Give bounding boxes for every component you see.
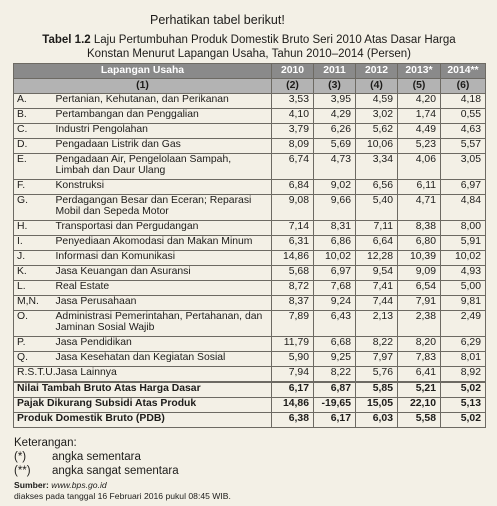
- table-row: [14, 154, 486, 180]
- gdp-growth-table: [13, 63, 486, 428]
- row-value: 8,01: [441, 352, 486, 367]
- row-value: 9,09: [398, 266, 441, 281]
- row-name: Konstruksi: [52, 180, 272, 195]
- subheader-cell: (3): [314, 79, 356, 94]
- row-value: 8,00: [441, 221, 486, 236]
- row-value: 9,54: [356, 266, 398, 281]
- row-value: 4,18: [441, 94, 486, 109]
- row-value: 4,59: [356, 94, 398, 109]
- total-name: Nilai Tambah Bruto Atas Harga Dasar: [14, 382, 272, 398]
- source: [14, 480, 231, 502]
- row-code: M,N.: [14, 296, 52, 311]
- row-code: B.: [14, 109, 52, 124]
- subheader-cell: (1): [14, 79, 272, 94]
- row-value: 6,43: [314, 311, 356, 337]
- row-value: 8,72: [272, 281, 314, 296]
- row-value: 8,09: [272, 139, 314, 154]
- row-value: 6,54: [398, 281, 441, 296]
- notes: [14, 436, 179, 478]
- row-code: K.: [14, 266, 52, 281]
- header-2013: 2013*: [398, 64, 441, 79]
- row-value: 8,92: [441, 367, 486, 383]
- total-name: Pajak Dikurang Subsidi Atas Produk: [14, 398, 272, 413]
- row-value: 7,11: [356, 221, 398, 236]
- row-value: 4,20: [398, 94, 441, 109]
- total-value: 15,05: [356, 398, 398, 413]
- row-code: D.: [14, 139, 52, 154]
- row-value: 10,39: [398, 251, 441, 266]
- row-value: 7,89: [272, 311, 314, 337]
- row-code: E.: [14, 154, 52, 180]
- row-name: Pertambangan dan Penggalian: [52, 109, 272, 124]
- row-value: 6,74: [272, 154, 314, 180]
- row-value: 8,31: [314, 221, 356, 236]
- total-value: 5,85: [356, 382, 398, 398]
- row-value: 6,29: [441, 337, 486, 352]
- source-label: Sumber:: [14, 480, 49, 490]
- table-caption: [14, 33, 484, 61]
- total-row: [14, 382, 486, 398]
- header-lapangan-usaha: Lapangan Usaha: [14, 64, 272, 79]
- row-value: 7,44: [356, 296, 398, 311]
- row-value: 4,71: [398, 195, 441, 221]
- row-value: 6,31: [272, 236, 314, 251]
- subheader-cell: (2): [272, 79, 314, 94]
- row-value: 5,69: [314, 139, 356, 154]
- row-value: 5,90: [272, 352, 314, 367]
- row-value: 4,63: [441, 124, 486, 139]
- total-value: 22,10: [398, 398, 441, 413]
- row-value: 8,22: [356, 337, 398, 352]
- row-name: Real Estate: [52, 281, 272, 296]
- row-value: 7,41: [356, 281, 398, 296]
- table-row: [14, 94, 486, 109]
- row-value: 6,97: [314, 266, 356, 281]
- row-value: 9,25: [314, 352, 356, 367]
- row-value: 5,91: [441, 236, 486, 251]
- subheader-cell: (5): [398, 79, 441, 94]
- total-name: Produk Domestik Bruto (PDB): [14, 413, 272, 428]
- row-value: 8,20: [398, 337, 441, 352]
- row-code: J.: [14, 251, 52, 266]
- row-value: 3,05: [441, 154, 486, 180]
- row-name: Industri Pengolahan: [52, 124, 272, 139]
- row-name: Penyediaan Akomodasi dan Makan Minum: [52, 236, 272, 251]
- row-value: 7,68: [314, 281, 356, 296]
- row-code: L.: [14, 281, 52, 296]
- row-value: 10,06: [356, 139, 398, 154]
- total-value: 6,17: [314, 413, 356, 428]
- row-value: 5,23: [398, 139, 441, 154]
- row-value: 6,68: [314, 337, 356, 352]
- row-name: Jasa Kesehatan dan Kegiatan Sosial: [52, 352, 272, 367]
- row-value: 14,86: [272, 251, 314, 266]
- row-value: 6,64: [356, 236, 398, 251]
- note-item: [14, 464, 179, 478]
- row-value: 2,49: [441, 311, 486, 337]
- row-value: 5,68: [272, 266, 314, 281]
- row-name: Perdagangan Besar dan Eceran; Reparasi Mobil dan Sepeda Motor: [52, 195, 272, 221]
- total-value: 5,21: [398, 382, 441, 398]
- total-value: 6,17: [272, 382, 314, 398]
- total-row: [14, 413, 486, 428]
- row-value: 4,06: [398, 154, 441, 180]
- row-value: 9,08: [272, 195, 314, 221]
- row-code: F.: [14, 180, 52, 195]
- row-value: 7,83: [398, 352, 441, 367]
- row-value: 5,76: [356, 367, 398, 383]
- caption-label: Tabel 1.2: [42, 34, 91, 46]
- row-value: 8,38: [398, 221, 441, 236]
- table-row: [14, 296, 486, 311]
- row-value: 3,95: [314, 94, 356, 109]
- row-value: 5,00: [441, 281, 486, 296]
- row-name: Jasa Lainnya: [52, 367, 272, 383]
- note-mark: (*): [14, 451, 27, 463]
- row-value: 1,74: [398, 109, 441, 124]
- row-name: Pengadaan Air, Pengelolaan Sampah, Limbah dan Daur Ulang: [52, 154, 272, 180]
- row-value: 3,34: [356, 154, 398, 180]
- row-value: 5,62: [356, 124, 398, 139]
- row-code: R.S.T.U.: [14, 367, 52, 383]
- table-row: [14, 266, 486, 281]
- row-code: A.: [14, 94, 52, 109]
- total-value: 6,03: [356, 413, 398, 428]
- row-value: 6,41: [398, 367, 441, 383]
- table-row: [14, 337, 486, 352]
- total-value: 6,38: [272, 413, 314, 428]
- table-row: [14, 236, 486, 251]
- row-name: Jasa Keuangan dan Asuransi: [52, 266, 272, 281]
- row-value: 6,84: [272, 180, 314, 195]
- row-name: Pertanian, Kehutanan, dan Perikanan: [52, 94, 272, 109]
- header-2012: 2012: [356, 64, 398, 79]
- caption-line1: Laju Pertumbuhan Produk Domestik Bruto Seri 2010 Atas Dasar Harga: [93, 34, 456, 46]
- note-item: [14, 450, 179, 464]
- row-name: Jasa Pendidikan: [52, 337, 272, 352]
- row-value: 0,55: [441, 109, 486, 124]
- row-value: 4,84: [441, 195, 486, 221]
- total-value: 5,02: [441, 413, 486, 428]
- row-value: 9,24: [314, 296, 356, 311]
- row-value: 6,56: [356, 180, 398, 195]
- table-row: [14, 180, 486, 195]
- row-value: 4,10: [272, 109, 314, 124]
- row-value: 9,66: [314, 195, 356, 221]
- row-value: 6,80: [398, 236, 441, 251]
- row-value: 4,93: [441, 266, 486, 281]
- row-value: 3,79: [272, 124, 314, 139]
- caption-line2: Konstan Menurut Lapangan Usaha, Tahun 2010–2014 (Persen): [87, 48, 411, 60]
- header-2010: 2010: [272, 64, 314, 79]
- total-value: 5,13: [441, 398, 486, 413]
- row-value: 3,02: [356, 109, 398, 124]
- total-value: -19,65: [314, 398, 356, 413]
- table-row: [14, 367, 486, 383]
- table-row: [14, 124, 486, 139]
- total-value: 5,58: [398, 413, 441, 428]
- row-name: Informasi dan Komunikasi: [52, 251, 272, 266]
- row-value: 4,29: [314, 109, 356, 124]
- row-value: 5,57: [441, 139, 486, 154]
- header-2011: 2011: [314, 64, 356, 79]
- total-value: 14,86: [272, 398, 314, 413]
- row-code: O.: [14, 311, 52, 337]
- source-accessed: diakses pada tanggal 16 Februari 2016 pukul 08:45 WIB.: [14, 491, 231, 501]
- subheader-cell: (6): [441, 79, 486, 94]
- source-url: www.bps.go.id: [51, 480, 107, 490]
- table-row: [14, 251, 486, 266]
- table-row: [14, 352, 486, 367]
- table-row: [14, 311, 486, 337]
- row-name: Administrasi Pemerintahan, Pertahanan, dan Jaminan Sosial Wajib: [52, 311, 272, 337]
- table-row: [14, 109, 486, 124]
- row-code: H.: [14, 221, 52, 236]
- row-value: 2,13: [356, 311, 398, 337]
- row-name: Jasa Perusahaan: [52, 296, 272, 311]
- note-text: angka sementara: [52, 451, 141, 463]
- row-value: 10,02: [441, 251, 486, 266]
- row-value: 6,86: [314, 236, 356, 251]
- total-value: 5,02: [441, 382, 486, 398]
- row-value: 7,97: [356, 352, 398, 367]
- row-code: G.: [14, 195, 52, 221]
- note-text: angka sangat sementara: [52, 465, 179, 477]
- note-mark: (**): [14, 465, 31, 477]
- row-value: 2,38: [398, 311, 441, 337]
- row-value: 8,37: [272, 296, 314, 311]
- row-value: 3,53: [272, 94, 314, 109]
- subheader-cell: (4): [356, 79, 398, 94]
- row-code: P.: [14, 337, 52, 352]
- row-value: 6,26: [314, 124, 356, 139]
- table-row: [14, 281, 486, 296]
- intro-text: Perhatikan tabel berikut!: [150, 13, 285, 27]
- row-value: 7,94: [272, 367, 314, 383]
- row-code: I.: [14, 236, 52, 251]
- row-value: 11,79: [272, 337, 314, 352]
- row-value: 5,40: [356, 195, 398, 221]
- row-value: 6,97: [441, 180, 486, 195]
- table-row: [14, 221, 486, 236]
- row-name: Pengadaan Listrik dan Gas: [52, 139, 272, 154]
- row-value: 7,14: [272, 221, 314, 236]
- row-value: 4,49: [398, 124, 441, 139]
- row-value: 12,28: [356, 251, 398, 266]
- total-row: [14, 398, 486, 413]
- row-value: 9,02: [314, 180, 356, 195]
- table-row: [14, 195, 486, 221]
- row-code: Q.: [14, 352, 52, 367]
- row-name: Transportasi dan Pergudangan: [52, 221, 272, 236]
- row-value: 7,91: [398, 296, 441, 311]
- notes-title: Keterangan:: [14, 437, 77, 449]
- table-row: [14, 139, 486, 154]
- header-2014: 2014**: [441, 64, 486, 79]
- total-value: 6,87: [314, 382, 356, 398]
- header-row: [14, 64, 486, 79]
- row-value: 8,22: [314, 367, 356, 383]
- subheader-row: [14, 79, 486, 94]
- row-value: 10,02: [314, 251, 356, 266]
- row-code: C.: [14, 124, 52, 139]
- row-value: 4,73: [314, 154, 356, 180]
- row-value: 6,11: [398, 180, 441, 195]
- row-value: 9,81: [441, 296, 486, 311]
